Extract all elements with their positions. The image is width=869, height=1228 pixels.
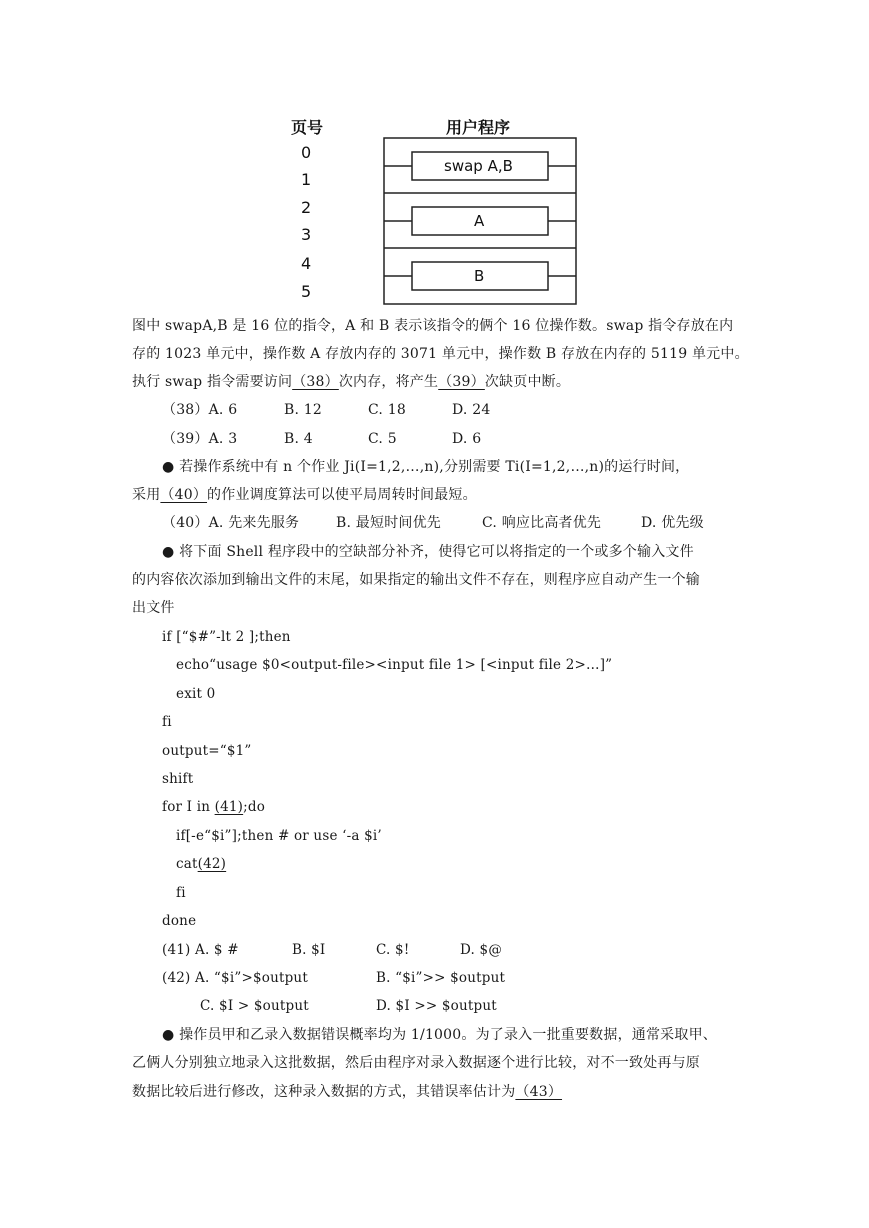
code-line: output=“$1” [162, 743, 252, 759]
page-number-3: 3 [301, 225, 312, 244]
page-number-2: 2 [301, 198, 312, 217]
stem-line [132, 1078, 562, 1106]
stem-text: 执行 swap 指令需要访问 [132, 374, 293, 390]
code-line: fi [176, 885, 186, 901]
stem-line: 存的 1023 单元中，操作数 A 存放内存的 3071 单元中，操作数 B 存放在内存的 5119 单元中。 [132, 346, 749, 362]
code-line [176, 850, 226, 878]
stem-line [132, 481, 477, 509]
blank-41: (41) [214, 799, 244, 815]
option-a: （40）A. 先来先服务 [162, 515, 300, 531]
option-c: C. 响应比高者优先 [482, 515, 602, 531]
page-number-header: 页号 [291, 118, 324, 137]
code-line: shift [162, 771, 194, 787]
code-line [162, 793, 265, 821]
option-c: C. 18 [368, 402, 406, 418]
option-d: D. $@ [460, 942, 503, 958]
code-text: for I in [162, 799, 215, 815]
option-b: B. 12 [284, 402, 323, 418]
option-a: (41) A. $ # [162, 942, 239, 958]
blank-43: （43） [515, 1084, 563, 1100]
stem-line: 的内容依次添加到输出文件的末尾，如果指定的输出文件不存在，则程序应自动产生一个输 [132, 572, 700, 588]
blank-38: （38） [292, 374, 339, 390]
page-number-4: 4 [301, 254, 312, 273]
stem-text: 采用 [132, 487, 161, 503]
option-d: D. 24 [452, 402, 491, 418]
option-a: （38）A. 6 [162, 402, 238, 418]
code-line: if[-e“$i”];then # or use ‘-a $i’ [176, 828, 382, 844]
stem-line: ● 将下面 Shell 程序段中的空缺部分补齐，使得它可以将指定的一个或多个输入文件 [162, 544, 694, 560]
stem-line: 乙俩人分别独立地录入这批数据，然后由程序对录入数据逐个进行比较，对不一致处再与原 [132, 1055, 700, 1071]
stem-text: 次内存，将产生 [338, 374, 439, 390]
option-c: C. $I > $output [200, 998, 309, 1014]
code-line: done [162, 913, 197, 929]
option-a: (42) A. “$i”>$output [162, 970, 308, 986]
stem-line: 出文件 [132, 600, 175, 616]
stem-text: 数据比较后进行修改，这种录入数据的方式，其错误率估计为 [132, 1084, 516, 1100]
code-line: echo“usage $0<output-file><input file 1> [<input file 2>…]” [176, 657, 613, 673]
blank-42: (42) [197, 856, 227, 872]
option-d: D. 6 [452, 431, 482, 447]
option-b: B. 最短时间优先 [336, 515, 441, 531]
page-number-1: 1 [301, 170, 312, 189]
code-line: if [“$#”-lt 2 ];then [162, 629, 291, 645]
code-line: exit 0 [176, 686, 216, 702]
stem-line: ● 操作员甲和乙录入数据错误概率均为 1/1000。为了录入一批重要数据，通常采取甲、 [162, 1027, 717, 1043]
option-d: D. $I >> $output [376, 998, 497, 1014]
code-text: cat [176, 856, 198, 872]
blank-40: （40） [160, 487, 208, 503]
user-program-header: 用户程序 [446, 118, 511, 137]
operand-b-label: B [474, 267, 485, 285]
stem-text: 的作业调度算法可以使平局周转时间最短。 [207, 487, 477, 503]
stem-text: 次缺页中断。 [484, 374, 571, 390]
code-line: fi [162, 714, 172, 730]
swap-instruction-label: swap A,B [444, 157, 513, 175]
option-b: B. $I [292, 942, 326, 958]
stem-line: 图中 swapA,B 是 16 位的指令，A 和 B 表示该指令的俩个 16 位操作数。swap 指令存放在内 [132, 318, 734, 334]
option-b: B. 4 [284, 431, 313, 447]
blank-39: （39） [438, 374, 485, 390]
stem-line: ● 若操作系统中有 n 个作业 Ji(I=1,2,…,n),分别需要 Ti(I=1,2,…,n)的运行时间， [162, 459, 690, 475]
option-d: D. 优先级 [641, 515, 704, 531]
page-number-5: 5 [301, 282, 312, 301]
option-c: C. 5 [368, 431, 397, 447]
operand-a-label: A [474, 212, 485, 230]
page-number-0: 0 [301, 143, 312, 162]
option-a: （39）A. 3 [162, 431, 238, 447]
option-c: C. $! [376, 942, 410, 958]
code-text: ;do [243, 799, 266, 815]
option-b: B. “$i”>> $output [376, 970, 506, 986]
stem-line [132, 368, 570, 396]
